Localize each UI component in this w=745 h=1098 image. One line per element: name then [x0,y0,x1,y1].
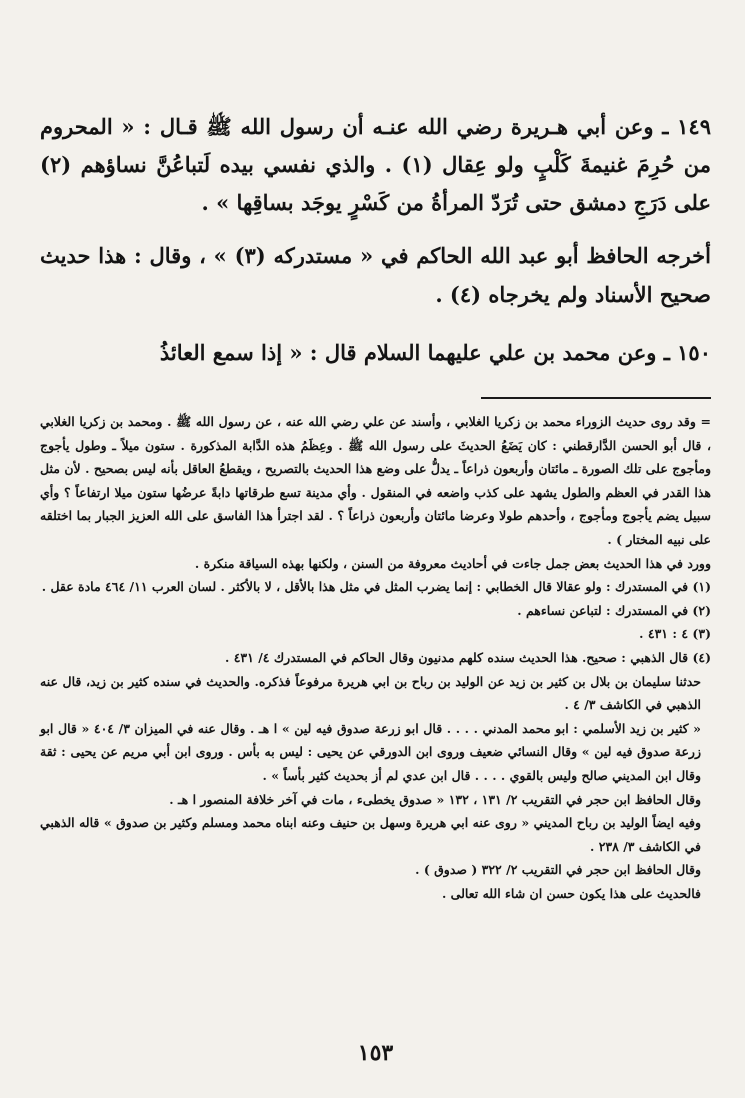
footnote-4: (٤) قال الذهبي : صحيح. هذا الحديث سنده كلهم مدنيون وقال الحاكم في المستدرك ٤/ ٤٣١ . [225,649,711,665]
hadith-reference [40,236,711,314]
footnote-separator [481,397,711,399]
footnote-4-chain: حدثنا سليمان بن بلال بن كثير بن زيد عن الوليد بن رباح بن ابي هريرة مرفوعاً فذكره. والحديث في سنده كثير بن زيد، قال عنه الذهبي في الكاشف ٣/ ٤ . [40,673,701,713]
footnote-1: (١) في المستدرك : ولو عقالا قال الخطابي : إنما يضرب المثل في مثل هذا بالأقل ، لا بالأكثر . لسان العرب ١١/ ٤٦٤ مادة عقل . [41,579,711,595]
hadith-150-text: ١٥٠ ـ وعن محمد بن علي عليهما السلام قال : « إذا سمع العائذُ [159,340,711,365]
footnote-4-walid: وفيه ايضاً الوليد بن رباح المديني « روى عنه ابي هريرة وسهل بن حنيف وعنه ابناه محمد ومسلم وكثير بن صدوق » قاله الذهبي في الكاشف ٣/ ٢٣٨ . [40,815,701,854]
footnote-3: (٣) ٤ : ٤٣١ . [639,626,711,642]
page-number: ١٥٣ [357,1040,394,1066]
footnote-4-taqrib: وقال الحافظ ابن حجر في التقريب ٢/ ٣٢٢ ( صدوق ) . [415,862,701,878]
footnote-4-kathir: « كثير بن زيد الأسلمي : ابو محمد المدني . . . . قال ابو زرعة صدوق فيه لين » ا هـ . وقال عنه في الميزان ٣/ ٤٠٤ « قال ابو زرعة صدوق فيه لين » وقال النسائي ضعيف وروى ابن الدورقي عن يحيى : ليس به بأس . وروى ابن أبي مريم عن يحيى : ثقة وقال ابن المديني صالح وليس بالقوي . . . . قال ابن عدي لم أز بحديث كثير بأساً » . [40,720,701,783]
hadith-149-text: ١٤٩ ـ وعن أبي هـريرة رضي الله عنـه أن رسول الله ﷺ قـال : « المحروم من حُرِمَ غنيمةَ كَلْبٍ ولو عِقال (١) . والذي نفسي بيده لَتباعُنَّ نساؤهم (٢) على دَرَجِ دمشق حتى تُرَدّ المرأةُ من كَسْرٍ يوجَد بساقِها » . [40,114,711,215]
footnote-4-ibnhajar: وقال الحافظ ابن حجر في التقريب ٢/ ١٣١ ، ١٣٢ « صدوق يخطىء ، مات في آخر خلافة المنصور ا هـ . [169,791,701,807]
footnote-remark: وورد في هذا الحديث بعض جمل جاءت في أحاديث معروفة من السنن ، ولكنها بهذه السياقة منكرة . [194,555,711,571]
book-page [40,0,711,1098]
reference-text: أخرجه الحافظ أبو عبد الله الحاكم في « مستدركه (٣) » ، وقال : هذا حديث صحيح الأسناد ولم يخرجاه (٤) . [40,243,711,307]
footnote-4-conclusion: فالحديث على هذا يكون حسن ان شاء الله تعالى . [441,885,701,901]
hadith-150 [40,336,711,370]
footnotes [40,410,711,905]
footnote-continuation: = وقد روى حديث الزوراء محمد بن زكريا الغلابي ، وأسند عن علي رضي الله عنه ، عن رسول الله ﷺ . ومحمد بن زكريا الغلابي ، قال أبو الحسن الدَّارقطني : كان يَضَعُ الحديثَ على رسول الله ﷺ . وعِظَمُ هذه الدَّابة المذكورة . ستون ميلاً ـ وطول يأجوج ومأجوج على تلك الصورة ـ مائتان وأربعون ذراعاً ـ يدلُّ على وضع هذا الحديث بالتصريح ، ويقطعُ العاقل بأنه ليس بصحيح . لأن مثل هذا القدر في العظم والطول يشهد على كذب واضعه في المنقول . وأي مدينة تسع طرقاتها دابةً عرضُها ستون ميلا ارتفاعاً ؟ وأي سبيل يضم يأجوج ومأجوج ، وأحدهم طولا وعرضا مائتان وأربعون ذراعاً ؟ . لقد اجترأ هذا الفاسق على الله العزيز الجبار بما اختلقه على نبيه المختار ) . [40,414,711,547]
hadith-149 [40,108,711,222]
footnote-2: (٢) في المستدرك : لتباعن نساءهم . [517,602,711,618]
